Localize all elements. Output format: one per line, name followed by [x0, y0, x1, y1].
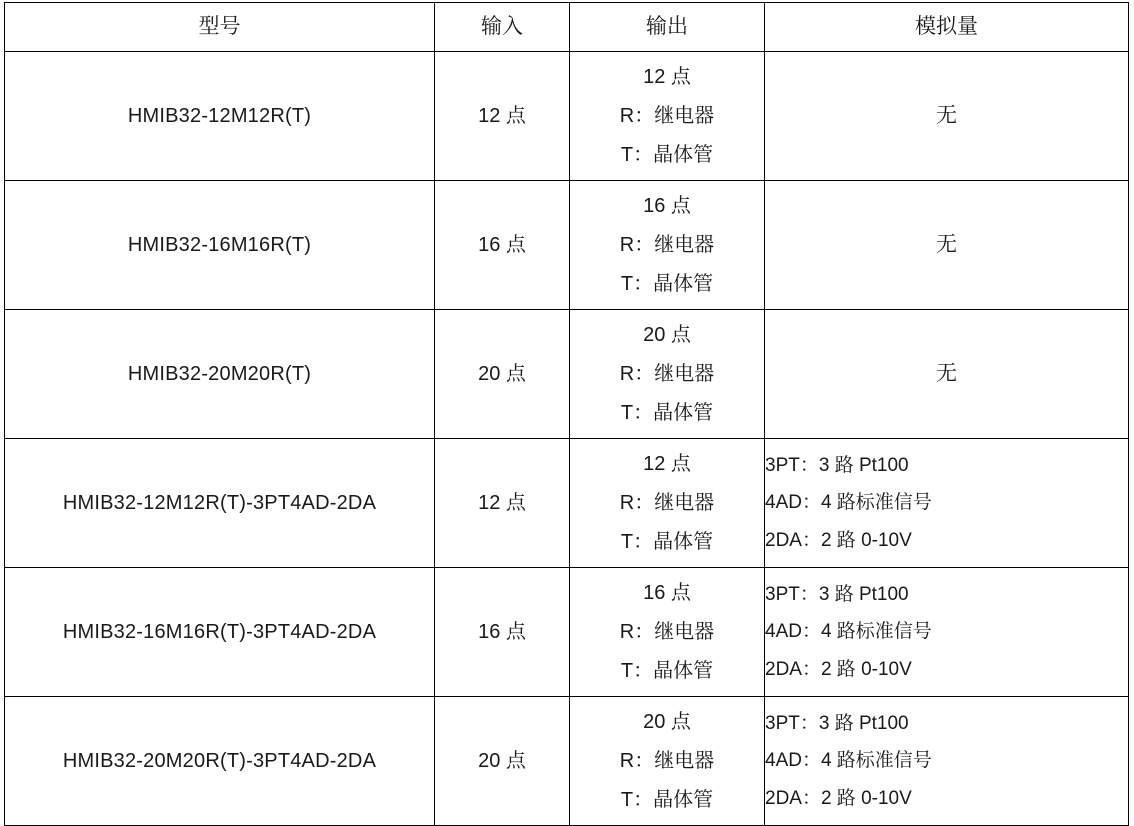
column-header-input: 输入 — [435, 3, 570, 52]
analog-line: 3PT：3 路 Pt100 — [765, 584, 909, 606]
output-line: R：继电器 — [619, 233, 715, 256]
table-header — [5, 3, 1129, 52]
table-row — [5, 310, 1129, 439]
analog-line: 2DA：2 路 0-10V — [765, 658, 912, 680]
analog-line: 无 — [936, 103, 957, 127]
cell-model: HMIB32-20M20R(T) — [5, 310, 435, 439]
analog-line: 2DA：2 路 0-10V — [765, 787, 912, 809]
cell-analog — [765, 310, 1129, 439]
table-row — [5, 439, 1129, 568]
analog-line: 2DA：2 路 0-10V — [765, 529, 912, 551]
analog-line: 4AD：4 路标准信号 — [765, 492, 932, 514]
cell-output — [570, 181, 765, 310]
cell-input: 12 点 — [435, 439, 570, 568]
output-line: T：晶体管 — [620, 401, 714, 424]
cell-model: HMIB32-16M16R(T)-3PT4AD-2DA — [5, 568, 435, 697]
output-line: T：晶体管 — [620, 272, 714, 295]
cell-analog — [765, 568, 1129, 697]
table-row — [5, 181, 1129, 310]
column-header-analog: 模拟量 — [765, 3, 1129, 52]
cell-input: 16 点 — [435, 181, 570, 310]
analog-line: 3PT：3 路 Pt100 — [765, 713, 909, 735]
output-line: T：晶体管 — [620, 659, 714, 682]
cell-input: 12 点 — [435, 52, 570, 181]
output-line: 16 点 — [643, 194, 691, 217]
output-line: 16 点 — [643, 581, 691, 604]
analog-line: 无 — [936, 232, 957, 256]
table-row — [5, 568, 1129, 697]
cell-analog — [765, 439, 1129, 568]
output-line: T：晶体管 — [620, 788, 714, 811]
output-line: 20 点 — [643, 710, 691, 733]
cell-output — [570, 310, 765, 439]
table-row — [5, 697, 1129, 826]
cell-output — [570, 439, 765, 568]
output-line: T：晶体管 — [620, 530, 714, 553]
analog-line: 4AD：4 路标准信号 — [765, 750, 932, 772]
analog-line: 3PT：3 路 Pt100 — [765, 455, 909, 477]
output-line: R：继电器 — [619, 749, 715, 772]
table-header-row — [5, 3, 1129, 52]
column-header-model: 型号 — [5, 3, 435, 52]
table-body — [5, 52, 1129, 826]
output-line: R：继电器 — [619, 362, 715, 385]
column-header-output: 输出 — [570, 3, 765, 52]
analog-line: 无 — [936, 361, 957, 385]
product-spec-table — [4, 2, 1129, 826]
cell-model: HMIB32-12M12R(T)-3PT4AD-2DA — [5, 439, 435, 568]
cell-output — [570, 697, 765, 826]
output-line: R：继电器 — [619, 491, 715, 514]
table-row — [5, 52, 1129, 181]
output-line: 12 点 — [643, 65, 691, 88]
output-line: 12 点 — [643, 452, 691, 475]
cell-model: HMIB32-16M16R(T) — [5, 181, 435, 310]
cell-model: HMIB32-12M12R(T) — [5, 52, 435, 181]
output-line: R：继电器 — [619, 620, 715, 643]
cell-analog — [765, 181, 1129, 310]
cell-output — [570, 568, 765, 697]
cell-input: 20 点 — [435, 310, 570, 439]
cell-input: 20 点 — [435, 697, 570, 826]
analog-line: 4AD：4 路标准信号 — [765, 621, 932, 643]
output-line: T：晶体管 — [620, 143, 714, 166]
output-line: 20 点 — [643, 323, 691, 346]
output-line: R：继电器 — [619, 104, 715, 127]
cell-input: 16 点 — [435, 568, 570, 697]
cell-output — [570, 52, 765, 181]
cell-analog — [765, 697, 1129, 826]
cell-analog — [765, 52, 1129, 181]
cell-model: HMIB32-20M20R(T)-3PT4AD-2DA — [5, 697, 435, 826]
